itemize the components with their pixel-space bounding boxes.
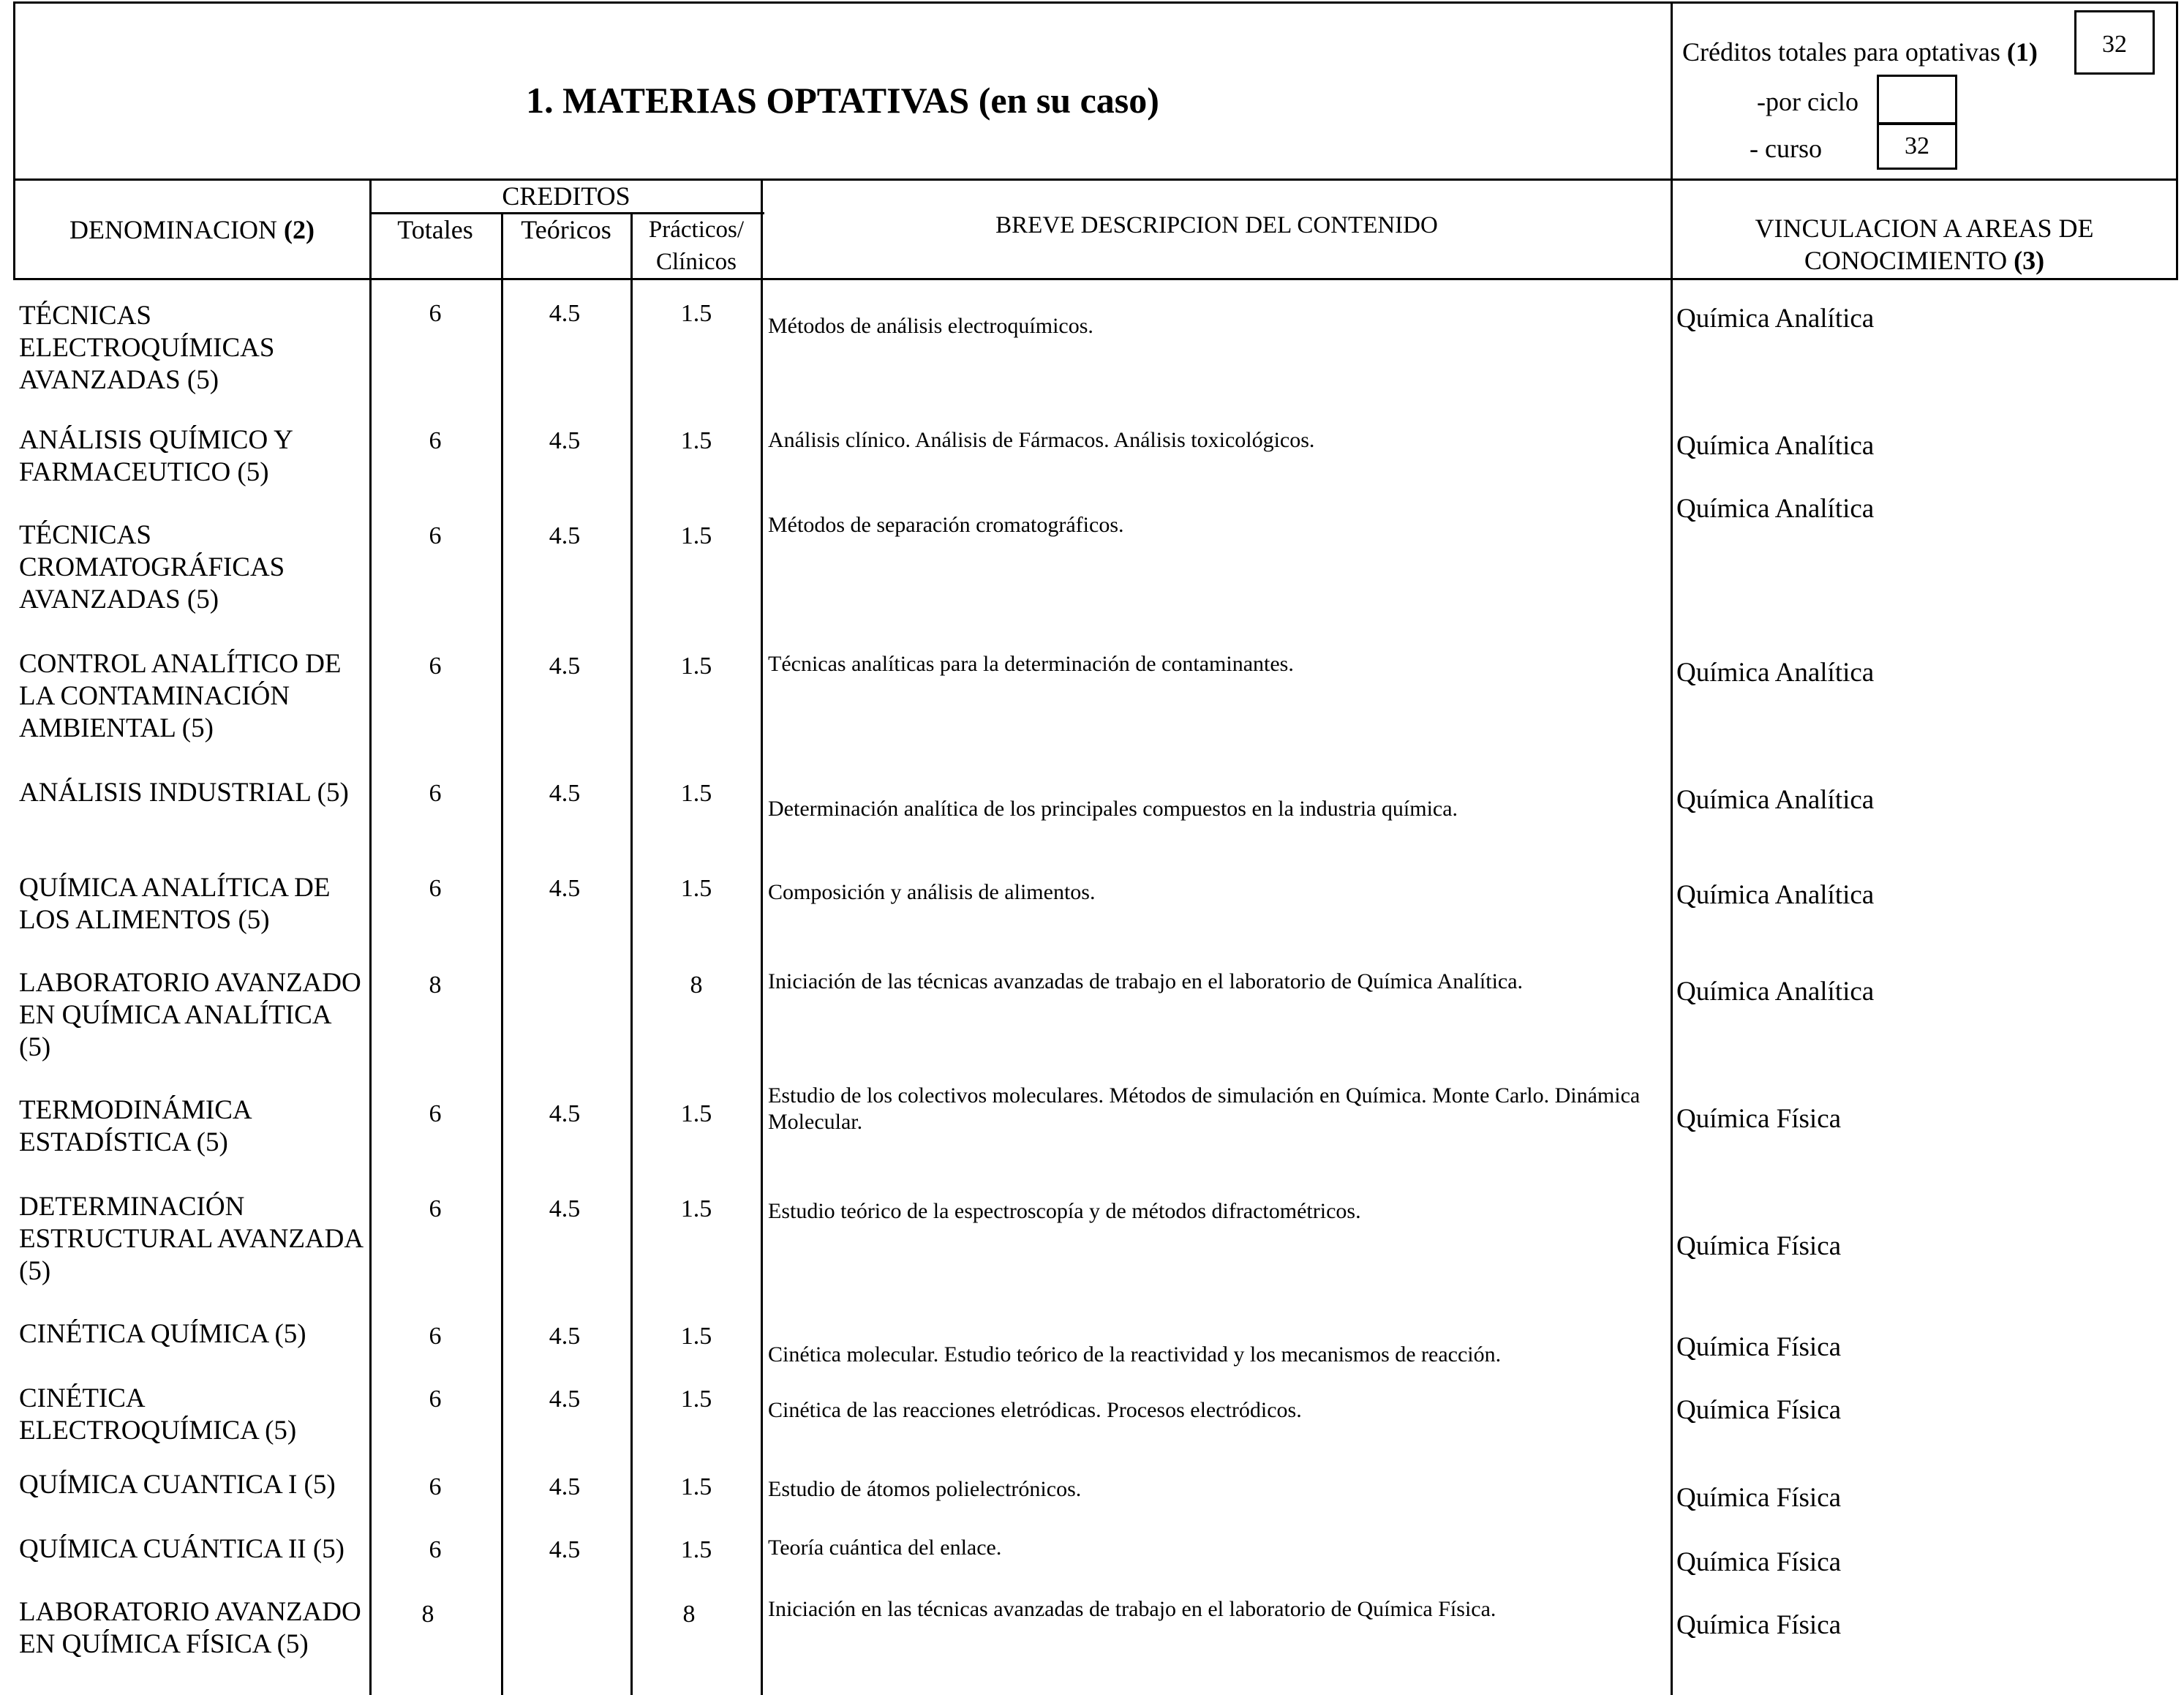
row-13-descripcion: Teoría cuántica del enlace.	[768, 1536, 1002, 1560]
row-13-practicos: 1.5	[680, 1536, 712, 1563]
row-9-practicos: 1.5	[680, 1195, 712, 1222]
row-7-totales: 8	[429, 971, 442, 999]
row-11-totales: 6	[429, 1386, 442, 1413]
row-7-denominacion: LABORATORIO AVANZADO EN QUÍMICA ANALÍTICA (5)	[19, 968, 361, 1062]
column-header-bottom	[13, 278, 2178, 280]
row-11-teoricos: 4.5	[549, 1386, 581, 1413]
row-3-denominacion: TÉCNICAS CROMATOGRÁFICAS AVANZADAS (5)	[19, 520, 285, 615]
col-divider-totales	[501, 212, 503, 1695]
creditos-totales-text: Créditos totales para optativas	[1682, 37, 2000, 67]
row-8-practicos: 1.5	[680, 1100, 712, 1127]
row-2-totales: 6	[429, 427, 442, 454]
page-title: 1. MATERIAS OPTATIVAS (en su caso)	[526, 80, 1159, 121]
row-5-area: Química Analítica	[1676, 785, 1875, 815]
col-header-vinculacion	[1673, 212, 2176, 277]
row-14-denominacion: LABORATORIO AVANZADO EN QUÍMICA FÍSICA (5)	[19, 1597, 361, 1659]
row-10-totales: 6	[429, 1323, 442, 1350]
row-2-denominacion: ANÁLISIS QUÍMICO Y FARMACEUTICO (5)	[19, 425, 293, 487]
row-1-practicos: 1.5	[680, 300, 712, 327]
row-8-area: Química Física	[1676, 1104, 1842, 1134]
practicos-line-2: Clínicos	[655, 249, 737, 275]
row-8-teoricos: 4.5	[549, 1100, 581, 1127]
row-10-practicos: 1.5	[680, 1323, 712, 1350]
row-5-denominacion: ANÁLISIS INDUSTRIAL (5)	[19, 778, 349, 808]
col-divider-denominacion	[369, 178, 372, 1695]
row-11-area: Química Física	[1676, 1395, 1842, 1425]
col-divider-practicos	[761, 178, 763, 1695]
row-12-teoricos: 4.5	[549, 1473, 581, 1500]
row-1-totales: 6	[429, 300, 442, 327]
row-6-descripcion: Composición y análisis de alimentos.	[768, 880, 1096, 904]
creditos-totales-ref: (1)	[2006, 37, 2038, 67]
row-3-teoricos: 4.5	[549, 522, 581, 549]
row-8-descripcion: Estudio de los colectivos moleculares. Métodos de simulación en Química. Monte Carlo. Dinámica Molecular.	[768, 1083, 1641, 1134]
row-1-teoricos: 4.5	[549, 300, 581, 327]
denominacion-ref: (2)	[284, 215, 315, 244]
row-13-totales: 6	[429, 1536, 442, 1563]
row-14-totales: 8	[421, 1601, 434, 1628]
row-6-area: Química Analítica	[1676, 880, 1875, 910]
row-7-descripcion: Iniciación de las técnicas avanzadas de trabajo en el laboratorio de Química Analítica.	[768, 969, 1524, 993]
row-10-teoricos: 4.5	[549, 1323, 581, 1350]
col-header-practicos	[630, 214, 762, 278]
row-12-totales: 6	[429, 1473, 442, 1500]
col-divider-teoricos	[630, 212, 633, 1695]
row-14-practicos: 8	[682, 1601, 696, 1628]
por-ciclo-label: -por ciclo	[1757, 87, 1859, 116]
row-3-practicos: 1.5	[680, 522, 712, 549]
header-separator	[13, 178, 2178, 181]
vinculacion-line-1: VINCULACION A AREAS DE	[1755, 214, 2094, 243]
row-10-denominacion: CINÉTICA QUÍMICA (5)	[19, 1319, 306, 1349]
creditos-totales-box: 32	[2074, 10, 2155, 75]
row-9-area: Química Física	[1676, 1231, 1842, 1261]
row-4-practicos: 1.5	[680, 653, 712, 680]
row-2-practicos: 1.5	[680, 427, 712, 454]
row-1-descripcion: Métodos de análisis electroquímicos.	[768, 314, 1093, 338]
row-2-descripcion: Análisis clínico. Análisis de Fármacos. Análisis toxicológicos.	[768, 428, 1315, 452]
row-2-teoricos: 4.5	[549, 427, 581, 454]
row-5-teoricos: 4.5	[549, 780, 581, 807]
row-5-descripcion: Determinación analítica de los principales compuestos en la industria química.	[768, 797, 1458, 821]
row-3-totales: 6	[429, 522, 442, 549]
row-13-area: Química Física	[1676, 1547, 1842, 1577]
row-11-practicos: 1.5	[680, 1386, 712, 1413]
row-11-denominacion: CINÉTICA ELECTROQUÍMICA (5)	[19, 1383, 297, 1446]
row-13-denominacion: QUÍMICA CUÁNTICA II (5)	[19, 1534, 344, 1564]
col-header-denominacion	[15, 214, 369, 246]
row-12-descripcion: Estudio de átomos polielectrónicos.	[768, 1477, 1082, 1501]
por-ciclo-box	[1877, 75, 1957, 124]
row-6-teoricos: 4.5	[549, 875, 581, 902]
creditos-totales-label	[1682, 37, 2038, 67]
row-1-area: Química Analítica	[1676, 304, 1875, 334]
row-13-teoricos: 4.5	[549, 1536, 581, 1563]
col-header-teoricos: Teóricos	[521, 215, 611, 244]
row-14-descripcion: Iniciación en las técnicas avanzadas de trabajo en el laboratorio de Química Física.	[768, 1597, 1496, 1621]
row-5-practicos: 1.5	[680, 780, 712, 807]
curso-box: 32	[1877, 123, 1957, 170]
row-9-totales: 6	[429, 1195, 442, 1222]
row-12-practicos: 1.5	[680, 1473, 712, 1500]
row-14-area: Química Física	[1676, 1610, 1842, 1640]
row-6-denominacion: QUÍMICA ANALÍTICA DE LOS ALIMENTOS (5)	[19, 873, 331, 935]
row-9-descripcion: Estudio teórico de la espectroscopía y de métodos difractométricos.	[768, 1199, 1361, 1223]
row-9-teoricos: 4.5	[549, 1195, 581, 1222]
row-3-area: Química Analítica	[1676, 494, 1875, 524]
curso-label: - curso	[1750, 134, 1822, 163]
row-4-denominacion: CONTROL ANALÍTICO DE LA CONTAMINACIÓN AMBIENTAL (5)	[19, 649, 342, 743]
row-4-totales: 6	[429, 653, 442, 680]
row-4-descripcion: Técnicas analíticas para la determinación de contaminantes.	[768, 652, 1294, 676]
row-8-denominacion: TERMODINÁMICA ESTADÍSTICA (5)	[19, 1095, 251, 1157]
row-10-descripcion: Cinética molecular. Estudio teórico de la reactividad y los mecanismos de reacción.	[768, 1342, 1502, 1367]
col-header-descripcion: BREVE DESCRIPCION DEL CONTENIDO	[995, 212, 1438, 238]
conocimiento-text: CONOCIMIENTO	[1804, 246, 2008, 275]
row-8-totales: 6	[429, 1100, 442, 1127]
row-6-practicos: 1.5	[680, 875, 712, 902]
row-6-totales: 6	[429, 875, 442, 902]
vinculacion-line-2	[1673, 244, 2176, 277]
row-12-denominacion: QUÍMICA CUANTICA I (5)	[19, 1470, 336, 1500]
row-10-area: Química Física	[1676, 1332, 1842, 1362]
row-4-area: Química Analítica	[1676, 658, 1875, 688]
row-7-practicos: 8	[690, 971, 703, 999]
row-11-descripcion: Cinética de las reacciones eletródicas. Procesos electródicos.	[768, 1398, 1302, 1422]
row-1-denominacion: TÉCNICAS ELECTROQUÍMICAS AVANZADAS (5)	[19, 301, 275, 395]
row-7-area: Química Analítica	[1676, 977, 1875, 1007]
denominacion-text: DENOMINACION	[69, 215, 277, 244]
table-top-border	[13, 1, 2178, 4]
table-right-border	[2176, 1, 2178, 278]
col-header-totales: Totales	[397, 215, 473, 244]
row-12-area: Química Física	[1676, 1483, 1842, 1513]
row-3-descripcion: Métodos de separación cromatográficos.	[768, 513, 1124, 537]
practicos-line-1: Prácticos/	[648, 217, 745, 243]
col-header-creditos: CREDITOS	[502, 181, 630, 211]
vinculacion-ref: (3)	[2014, 246, 2045, 275]
row-5-totales: 6	[429, 780, 442, 807]
row-9-denominacion: DETERMINACIÓN ESTRUCTURAL AVANZADA (5)	[19, 1192, 363, 1286]
row-2-area: Química Analítica	[1676, 431, 1875, 461]
row-4-teoricos: 4.5	[549, 653, 581, 680]
